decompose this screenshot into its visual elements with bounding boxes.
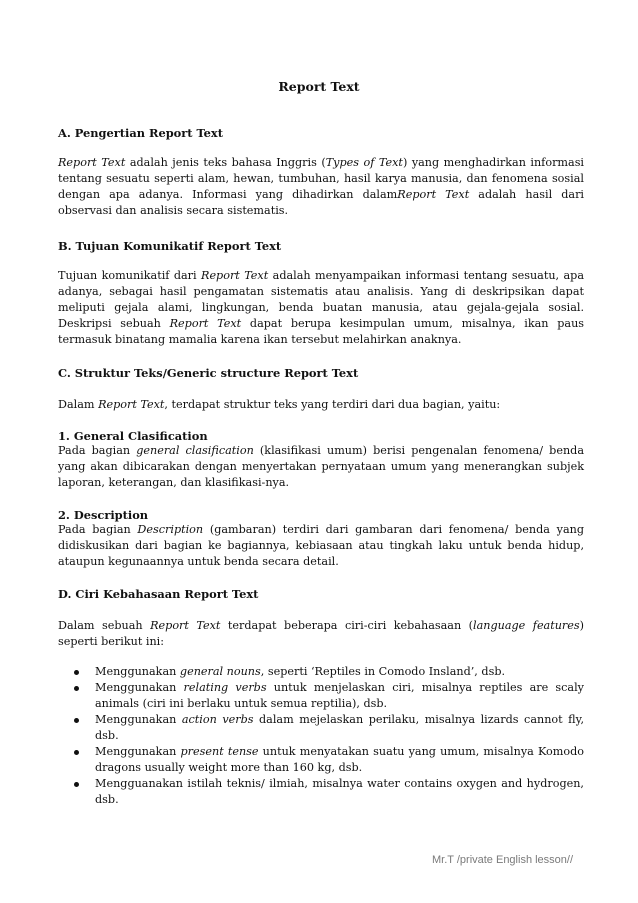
bullet-icon xyxy=(74,750,79,755)
section-d-paragraph xyxy=(58,618,584,650)
list-item-text xyxy=(95,665,505,678)
italic-term: Types of Text xyxy=(325,156,403,169)
italic-term: relating verbs xyxy=(183,681,267,694)
text-run: terdapat beberapa ciri-ciri kebahasaan ( xyxy=(220,619,474,632)
text-run: Pada bagian xyxy=(58,444,137,457)
text-run: Menggunakan xyxy=(95,745,181,758)
section-c-paragraph xyxy=(58,397,584,413)
italic-term: Description xyxy=(137,523,204,536)
text-run: Menggunakan xyxy=(95,681,184,694)
section-a-heading: A. Pengertian Report Text xyxy=(58,126,223,140)
description-heading: 2. Description xyxy=(58,508,149,522)
text-run: Menggunakan xyxy=(95,665,180,678)
text-run: ) seperti berikut ini: xyxy=(58,619,585,648)
italic-term: Report Text xyxy=(150,619,221,632)
list-item xyxy=(58,664,584,680)
text-run: ) yang menghadirkan informasi tentang sesuatu seperti alam, hewan, tumbuhan, hasil karya manusia, dan fenomena sosial dengan apa adanya. Informasi yang dihadirkan dalam xyxy=(58,156,585,201)
text-run: Menggunakan xyxy=(95,713,182,726)
page-title: Report Text xyxy=(278,79,360,94)
italic-term: general nouns xyxy=(179,665,261,678)
bullet-icon xyxy=(74,718,79,723)
text-run: untuk menyatakan suatu yang umum, misalnya Komodo dragons usually weight more than 160 kg, dsb. xyxy=(95,745,584,774)
description-paragraph xyxy=(58,522,584,570)
general-clasification-heading: 1. General Clasification xyxy=(58,429,208,443)
text-run: , terdapat struktur teks yang terdiri dari dua bagian, yaitu: xyxy=(164,398,501,411)
italic-term: Report Text xyxy=(58,156,126,169)
text-run: , seperti ‘Reptiles in Comodo Insland’, dsb. xyxy=(260,665,506,678)
italic-term: Report Text xyxy=(169,317,242,330)
text-run: Dalam xyxy=(58,398,99,411)
list-item xyxy=(58,776,584,808)
list-item xyxy=(58,712,584,744)
italic-term: present tense xyxy=(180,745,259,758)
text-run: Pada bagian xyxy=(58,523,138,536)
language-features-list xyxy=(58,664,584,808)
page-footer: Mr.T /private English lesson// xyxy=(432,854,574,866)
text-run: (gambaran) terdiri dari gambaran dari fenomena/ benda yang didiskusikan dari bagian ke bagiannya, kebiasaan atau tingkah laku untuk benda hidup, ataupun kegunaannya untuk benda secara detail. xyxy=(58,523,584,568)
text-run: adalah hasil dari observasi dan analisis secara sistematis. xyxy=(58,188,585,217)
general-clasification-paragraph xyxy=(58,443,584,491)
list-item xyxy=(58,680,584,712)
text-run: dapat berupa kesimpulan umum, misalnya, ikan paus termasuk binatang mamalia karena ikan tersebut melahirkan anaknya. xyxy=(58,317,585,346)
text-run: Dalam sebuah xyxy=(58,619,151,632)
section-b-paragraph xyxy=(58,268,584,348)
list-item-text xyxy=(95,745,584,774)
bullet-icon xyxy=(74,670,79,675)
text-run: Tujuan komunikatif dari xyxy=(58,269,202,282)
bullet-icon xyxy=(74,686,79,691)
text-run: adalah jenis teks bahasa Inggris ( xyxy=(125,156,326,169)
text-run: untuk menjelaskan ciri, misalnya reptiles are scaly animals (ciri ini berlaku untuk semua reptilia), dsb. xyxy=(95,681,584,710)
italic-term: Report Text xyxy=(98,398,165,411)
italic-term: general clasification xyxy=(136,444,254,457)
section-b-heading: B. Tujuan Komunikatif Report Text xyxy=(58,239,282,253)
italic-term: Report Text xyxy=(397,188,470,201)
list-item-text xyxy=(95,681,584,710)
text-run: dalam mejelaskan perilaku, misalnya lizards cannot fly, dsb. xyxy=(95,713,584,742)
section-a-paragraph xyxy=(58,155,584,219)
text-run: adalah menyampaikan informasi tentang sesuatu, apa adanya, sebagai hasil pengamatan sistematis atau analisis. Yang di deskripsikan dapat meliputi gejala alami, lingkungan, benda buatan manusia, atau gejala-gejala sosial. Deskripsi sebuah xyxy=(58,269,585,330)
bullet-icon xyxy=(74,782,79,787)
text-run: (klasifikasi umum) berisi pengenalan fenomena/ benda yang akan dibicarakan dengan menyertakan pernyataan umum yang menerangkan subjek laporan, keterangan, dan klasifikasi-nya. xyxy=(58,444,584,489)
text-run: Mengguanakan istilah teknis/ ilmiah, misalnya water contains oxygen and hydrogen, dsb. xyxy=(95,777,584,806)
list-item-text xyxy=(95,713,584,742)
italic-term: Report Text xyxy=(201,269,269,282)
list-item xyxy=(58,744,584,776)
italic-term: action verbs xyxy=(181,713,254,726)
list-item-text xyxy=(95,777,584,806)
italic-term: language features xyxy=(473,619,580,632)
section-d-heading: D. Ciri Kebahasaan Report Text xyxy=(58,587,259,601)
section-c-heading: C. Struktur Teks/Generic structure Report Text xyxy=(58,366,359,380)
